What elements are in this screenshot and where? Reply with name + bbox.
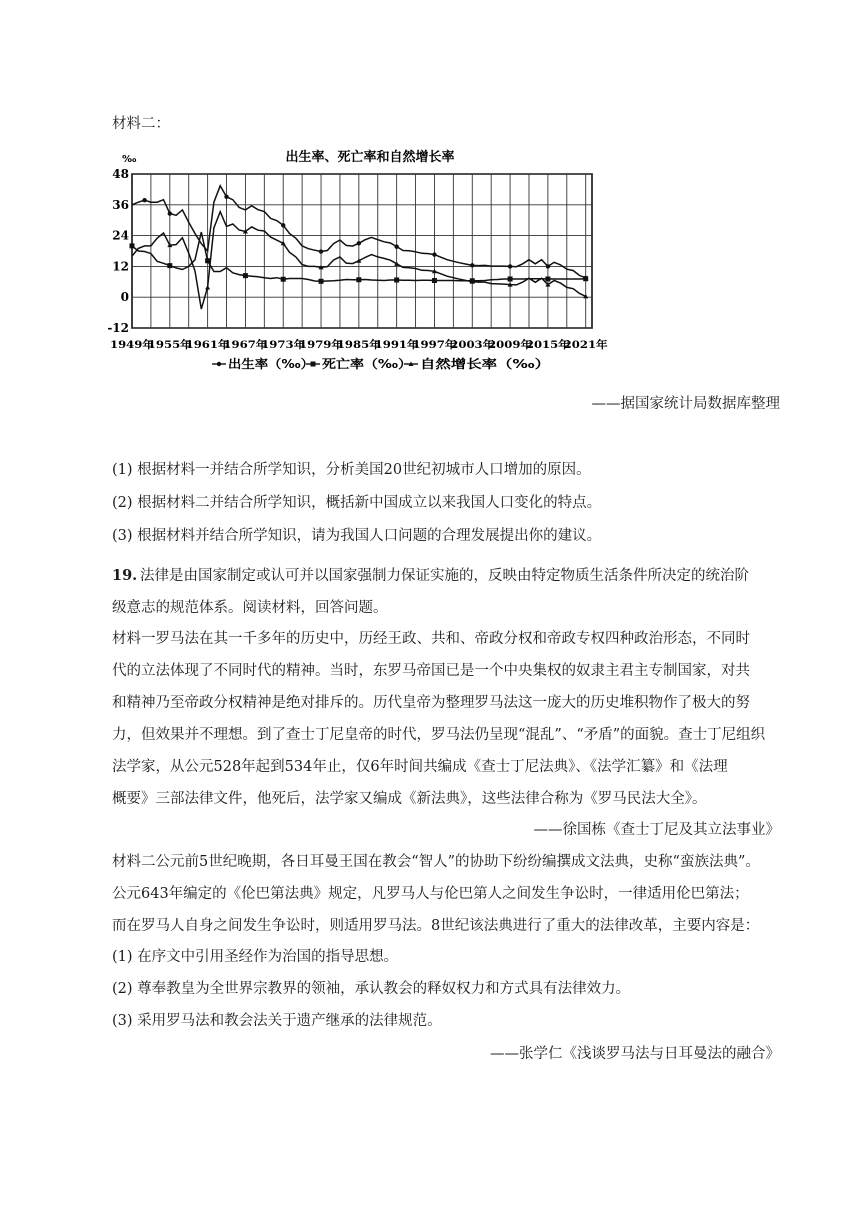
chart-point — [432, 278, 437, 283]
chart-point — [394, 278, 399, 283]
chart-x-tick-label: 1985年 — [336, 339, 377, 351]
chart-point — [470, 263, 474, 267]
chart-point — [357, 241, 361, 245]
chart-y-ticks — [107, 167, 129, 335]
chart-x-tick-label: 1991年 — [374, 339, 415, 351]
chart-x-tick-label: 2009年 — [488, 339, 528, 351]
chart-point — [356, 277, 361, 282]
chart-point — [281, 277, 286, 282]
chart-legend-label: 死亡率（‰） — [322, 357, 400, 371]
chart-x-tick-label: 1949年 — [110, 339, 150, 351]
chart-point — [205, 258, 210, 263]
chart-x-tick-label: 1997年 — [412, 339, 453, 351]
q19-material1-line: 力，但效果并不理想。到了查士丁尼皇帝的时代，罗马法仍呈现“混乱”、“矛盾”的面貌。查士丁尼组织 — [112, 727, 766, 743]
q19-material2-item: (3) 采用罗马法和教会法关于遗产继承的法律规范。 — [112, 1013, 442, 1029]
chart-x-tick-label: 2021年 — [563, 339, 604, 351]
chart-y-tick-label: -12 — [107, 321, 129, 335]
chart-point — [545, 276, 550, 281]
q19-material2-item: (2) 尊奉教皇为全世界宗教界的领袖，承认教会的释奴权力和方式具有法律效力。 — [112, 981, 631, 997]
chart-point — [243, 273, 248, 278]
chart-x-tick-label: 2003年 — [450, 339, 491, 351]
chart-y-tick-label: 48 — [112, 167, 129, 181]
chart-legend-marker — [311, 362, 316, 367]
chart-source: ——据国家统计局数据库整理 — [591, 396, 780, 412]
chart-point — [508, 264, 512, 268]
chart-legend-marker — [217, 362, 221, 366]
chart-legend-label: 出生率（‰） — [228, 357, 306, 371]
chart-point — [319, 249, 323, 253]
chart-point — [130, 243, 135, 248]
chart-y-tick-label: 36 — [112, 197, 129, 212]
q19-stem-line-1: 法律是由国家制定或认可并以国家强制力保证实施的，反映由特定物质生活条件所决定的统治阶 — [140, 568, 749, 584]
question-2: (2) 根据材料二并结合所学知识，概括新中国成立以来我国人口变化的特点。 — [112, 495, 602, 511]
q19-material1-line: 概要》三部法律文件，他死后，法学家又编成《新法典》，这些法律合称为《罗马民法大全》。 — [112, 791, 707, 807]
chart-legend — [212, 356, 550, 371]
q19-material2-item: (1) 在序文中引用圣经作为治国的指导思想。 — [112, 949, 399, 965]
population-rate-chart — [107, 140, 612, 380]
chart-title: 出生率、死亡率和自然增长率 — [285, 150, 455, 165]
q19-number: 19. — [112, 567, 138, 584]
q19-stem-line-2: 级意志的规范体系。阅读材料，回答问题。 — [112, 600, 388, 616]
q19-material1-source: ——徐国栋《查士丁尼及其立法事业》 — [533, 822, 780, 838]
q19-material1-line: 法学家，从公元528年起到534年止，仅6年时间共编成《查士丁尼法典》、《法学汇纂》和《法理 — [112, 759, 728, 775]
q19-material2-source: ——张学仁《浅谈罗马法与日耳曼法的融合》 — [490, 1046, 780, 1062]
chart-point — [583, 276, 588, 281]
chart-point — [224, 195, 228, 199]
chart-point — [394, 244, 398, 248]
q19-material2-line: 材料二公元前5世纪晚期，各日耳曼王国在教会“智人”的协助下纷纷编撰成文法典，史称“蛮族法典”。 — [112, 854, 760, 870]
chart-point — [205, 285, 210, 290]
chart-x-ticks — [110, 338, 608, 351]
q19-material2-line: 而在罗马人自身之间发生争讼时，则适用罗马法。8世纪该法典进行了重大的法律改革，主要内容是： — [112, 918, 760, 934]
chart-point — [168, 211, 172, 215]
material2-label: 材料二： — [112, 116, 170, 132]
chart-point — [142, 198, 146, 202]
chart-y-tick-label: 24 — [112, 228, 129, 243]
q19-material1-line: 和精神乃至帝政分权精神是绝对排斥的。历代皇帝为整理罗马法这一庞大的历史堆积物作了极大的努 — [112, 695, 750, 711]
chart-x-tick-label: 1955年 — [147, 339, 188, 351]
chart-y-tick-label: 12 — [112, 259, 129, 274]
chart-y-tick-label: 0 — [120, 290, 129, 305]
q19-material1-line: 材料一罗马法在其一千多年的历史中，历经王政、共和、帝政分权和帝政专权四种政治形态，不同时 — [112, 631, 750, 647]
question-1: (1) 根据材料一并结合所学知识，分析美国20世纪初城市人口增加的原因。 — [112, 462, 591, 478]
chart-x-tick-label: 1979年 — [299, 339, 339, 351]
chart-y-unit: ‰ — [122, 154, 137, 165]
chart-point — [432, 252, 436, 256]
q19-material1-line: 代的立法体现了不同时代的精神。当时，东罗马帝国已是一个中央集权的奴隶主君主专制国家，对共 — [112, 663, 750, 679]
chart-point — [508, 276, 513, 281]
q19-material2-line: 公元643年编定的《伦巴第法典》规定，凡罗马人与伦巴第人之间发生争讼时，一律适用伦巴第法； — [112, 886, 749, 902]
question-3: (3) 根据材料并结合所学知识，请为我国人口问题的合理发展提出你的建议。 — [112, 528, 602, 544]
chart-point — [167, 263, 172, 268]
chart-x-tick-label: 1967年 — [223, 339, 264, 351]
chart-point — [546, 264, 550, 268]
chart-point — [319, 279, 324, 284]
chart-legend-label: 自然增长率（‰） — [420, 357, 522, 371]
chart-point — [281, 223, 285, 227]
chart-x-tick-label: 1973年 — [261, 339, 301, 351]
chart-x-tick-label: 2015年 — [525, 339, 566, 351]
chart-x-tick-label: 1961年 — [185, 339, 226, 351]
